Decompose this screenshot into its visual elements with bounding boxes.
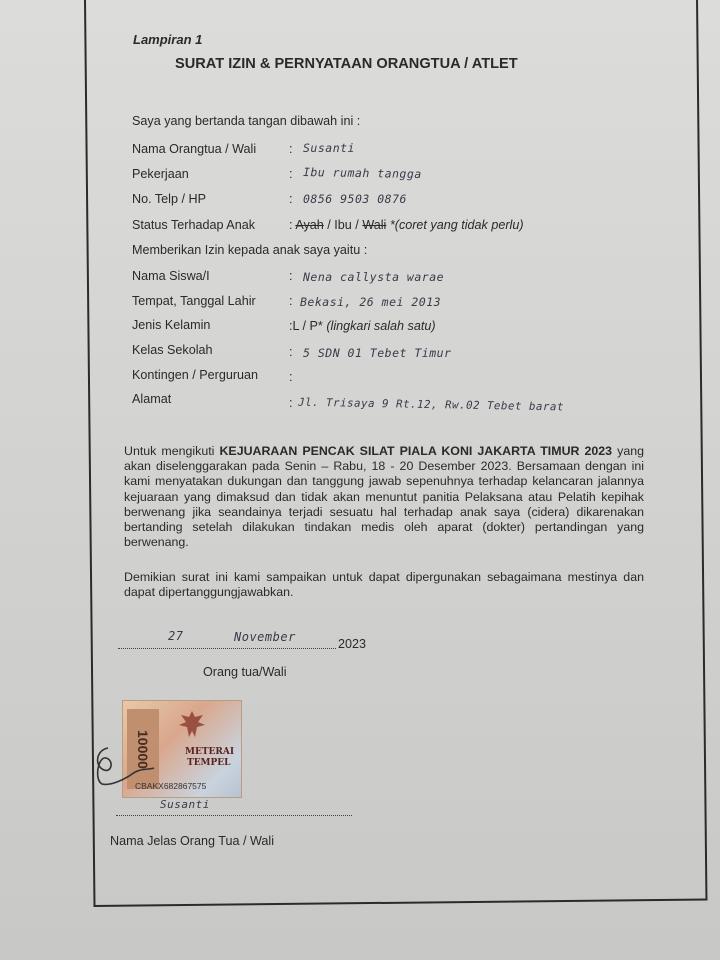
student-name-value: Nena callysta warae	[303, 270, 445, 284]
parent-name-value: Susanti	[303, 141, 355, 155]
closing-text: Demikian surat ini kami sampaikan untuk dapat dipergunakan sebagaimana mestinya dan dapat dipertanggungjawabkan.	[124, 570, 644, 600]
student-name-label: Nama Siswa/I	[132, 269, 210, 283]
status-label: Status Terhadap Anak	[132, 218, 255, 232]
status-wali: Wali	[362, 218, 387, 232]
job-label: Pekerjaan	[132, 167, 189, 181]
permission-text: Memberikan Izin kepada anak saya yaitu :	[132, 243, 368, 257]
gender-note: (lingkari salah satu)	[322, 319, 436, 333]
job-value: Ibu rumah tangga	[302, 164, 422, 182]
statement-paragraph	[124, 444, 644, 550]
gender-value: L / P*	[292, 319, 323, 333]
status-separator: / Ibu /	[323, 218, 363, 232]
class-value: 5 SDN 01 Tebet Timur	[303, 346, 452, 360]
date-dotted-line	[118, 648, 336, 649]
birth-value: Bekasi, 26 mei 2013	[300, 295, 442, 309]
name-caption: Nama Jelas Orang Tua / Wali	[110, 834, 275, 848]
signer-role: Orang tua/Wali	[203, 665, 287, 679]
signed-name: Susanti	[160, 798, 210, 811]
date-year: 2023	[338, 637, 367, 651]
stamp-meterai: METERAI	[185, 747, 235, 757]
class-label: Kelas Sekolah	[132, 343, 213, 357]
date-month: November	[234, 630, 296, 644]
parent-name-label: Nama Orangtua / Wali	[132, 142, 257, 156]
signature-scribble-icon	[88, 740, 158, 790]
statement-intro: Untuk mengikuti	[124, 444, 220, 458]
birth-label: Tempat, Tanggal Lahir	[132, 294, 256, 308]
status-note: *(coret yang tidak perlu)	[386, 218, 524, 232]
phone-label: No. Telp / HP	[132, 192, 206, 206]
gender-value-row: :L / P* (lingkari salah satu)	[289, 319, 436, 333]
status-value: : Ayah / Ibu / Wali *(coret yang tidak perlu)	[289, 218, 524, 232]
phone-value: 0856 9503 0876	[303, 192, 407, 206]
document-page: Lampiran 1 SURAT IZIN & PERNYATAAN ORANGTUA / ATLET Saya yang bertanda tangan dibawah ini : Nama Orangtua / Wali : Susanti Pekerjaan : Ibu rumah tangga No. Telp / HP : 0856 9503 0876 Status Terhadap Anak : Ayah / Ibu / Wali *(coret yang tidak perlu) Memberikan Izin kepada anak saya yaitu : Nama Siswa/I : Nena callysta warae Tempat, Tanggal Lahir : Bekasi, 26 mei 2013 Jenis Kelamin :L / P* (lingkari salah satu) Kelas Sekolah : 5 SDN 01 Tebet Timur Kontingen / Perguruan : Alamat : Jl. Trisaya 9 Rt.12, Rw.02 Tebet barat Untuk mengikuti KEJUARAAN PENCAK SILAT PIALA KONI JAKARTA TIMUR 2023 yang akan diselenggarakan pada Senin – Rabu, 18 - 20 Desember 2023. Bersamaan dengan ini kami menyatakan dukungan dan tanggung jawab sepenuhnya terhadap kelancaran jalannya kejuaraan yang dimaksud dan tidak akan menuntut panitia Pelaksana atau Pelatih kepihak berwenang jika seandainya terjadi sesuatu hal terhadap anak saya (cidera) dikarenakan bertanding setelah dilakukan tindakan medis oleh aparat (dokter) pertandingan yang berwenang. Demikian surat ini kami sampaikan untuk dapat dipergunakan sebagaimana mestinya dan dapat dipertanggungjawabkan. 27 November 2023 Orang tua/Wali 10000 METERAI TEMPEL CBAKX682867575 Susanti Nama Jelas Orang Tua / Wali	[0, 0, 720, 960]
contingent-label: Kontingen / Perguruan	[132, 368, 259, 382]
garuda-emblem-icon	[175, 707, 209, 741]
stamp-code: CBAKX682867575	[135, 781, 207, 791]
name-dotted-line	[116, 815, 352, 816]
address-label: Alamat	[132, 392, 172, 406]
document-title: SURAT IZIN & PERNYATAAN ORANGTUA / ATLET	[175, 56, 518, 72]
date-day: 27	[168, 629, 184, 643]
address-value: Jl. Trisaya 9 Rt.12, Rw.02 Tebet barat	[297, 395, 565, 414]
stamp-value: 10000	[127, 709, 159, 789]
intro-text: Saya yang bertanda tangan dibawah ini :	[132, 114, 361, 128]
closing-paragraph	[124, 570, 644, 600]
stamp-tempel: TEMPEL	[187, 758, 231, 768]
status-ayah: Ayah	[295, 218, 324, 232]
lampiran-label: Lampiran 1	[133, 32, 203, 47]
statement-body: yang akan diselenggarakan pada Senin – Rabu, 18 - 20 Desember 2023. Bersamaan dengan ini kami menyatakan dukungan dan tanggung jawab sepenuhnya terhadap kelancaran jalannya kejuaraan yang dimaksud dan tidak akan menuntut panitia Pelaksana atau Pelatih kepihak berwenang jika seandainya terjadi sesuatu hal terhadap anak saya (cidera) dikarenakan bertanding setelah dilakukan tindakan medis oleh aparat (dokter) pertandingan yang berwenang.	[124, 444, 644, 550]
gender-label: Jenis Kelamin	[132, 318, 211, 332]
event-name: KEJUARAAN PENCAK SILAT PIALA KONI JAKARTA TIMUR 2023	[219, 444, 613, 458]
